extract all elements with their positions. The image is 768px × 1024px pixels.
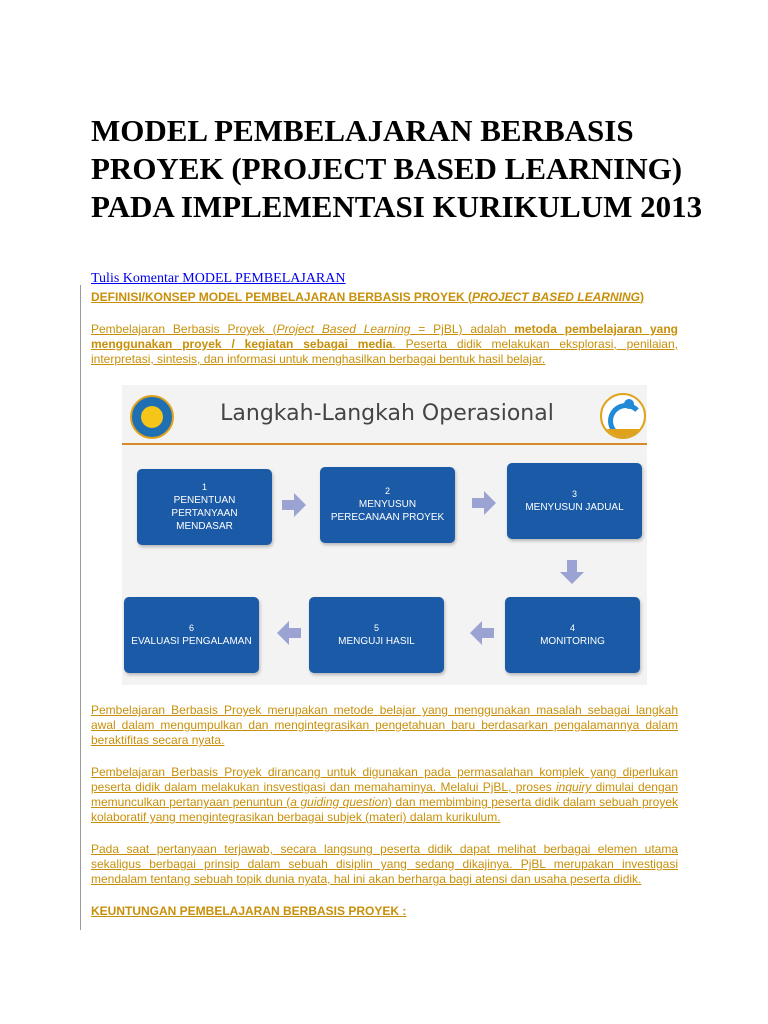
definition-heading-prefix: DEFINISI/KONSEP MODEL PEMBELAJARAN BERBASIS PROYEK ( <box>91 290 472 304</box>
paragraph-3 <box>91 765 678 825</box>
advantages-heading: KEUNTUNGAN PEMBELAJARAN BERBASIS PROYEK : <box>91 904 407 918</box>
category-link[interactable]: MODEL PEMBELAJARAN <box>182 271 346 286</box>
para1-text-3: = PjBL) adalah <box>410 322 515 336</box>
step-number: 3 <box>571 488 577 499</box>
step-box-4 <box>505 597 640 673</box>
para3-text-1: Pembelajaran Berbasis Proyek dirancang untuk digunakan pada permasalahan komplek yang diperlukan peserta didik dalam melakukan insvestigasi dan memahaminya. Melalui PjBL, proses <box>91 765 678 794</box>
post-links <box>91 271 346 287</box>
definition-paragraph <box>91 322 678 367</box>
kurikulum-logo-icon <box>600 393 646 439</box>
para1-text-1: Pembelajaran Berbasis Proyek ( <box>91 322 277 336</box>
arrow-left-icon <box>277 621 301 645</box>
step-label: PENENTUAN PERTANYAAN MENDASAR <box>171 494 238 532</box>
definition-heading-italic: PROJECT BASED LEARNING <box>471 290 640 304</box>
tut-wuri-logo-icon <box>130 395 174 439</box>
step-label: MONITORING <box>540 635 605 647</box>
operational-steps-slide <box>122 385 647 685</box>
comment-link[interactable]: Tulis Komentar <box>91 271 179 286</box>
para1-text-5: . Peserta didik melakukan eksplorasi, penilaian, interpretasi, sintesis, dan informasi untuk menghasilkan berbagai bentuk hasil belajar. <box>91 337 678 366</box>
step-label: MENYUSUN PERECANAAN PROYEK <box>330 499 445 523</box>
para3-text-3: dimulai dengan memunculkan pertanyaan penuntun ( <box>91 780 678 809</box>
step-number: 6 <box>188 622 194 633</box>
step-number: 4 <box>569 622 575 633</box>
arrow-down-icon <box>560 560 584 584</box>
para1-text-4: metoda pembelajaran yang menggunakan proyek / kegiatan sebagai media <box>91 322 679 351</box>
step-label: EVALUASI PENGALAMAN <box>131 635 252 647</box>
arrow-right-icon <box>282 493 306 517</box>
step-number: 2 <box>384 486 390 496</box>
para3-text-2: inquiry <box>556 780 592 794</box>
page-title: MODEL PEMBELAJARAN BERBASIS PROYEK (PROJECT BASED LEARNING) PADA IMPLEMENTASI KURIKULUM 2013 <box>91 113 703 224</box>
para1-text-2: Project Based Learning <box>276 322 411 336</box>
step-box-6 <box>124 597 259 673</box>
slide-title: Langkah-Langkah Operasional <box>220 401 554 426</box>
step-box-1 <box>137 469 272 545</box>
step-number: 1 <box>201 481 207 492</box>
step-box-5 <box>309 597 444 673</box>
definition-heading-suffix: ) <box>639 290 644 304</box>
paragraph-2: Pembelajaran Berbasis Proyek merupakan metode belajar yang menggunakan masalah sebagai langkah awal dalam mengumpulkan dan mengintegrasikan pengetahuan baru berdasarkan pengalamannya dalam beraktifitas secara nyata. <box>91 703 678 747</box>
para3-text-5: ) dan membimbing peserta didik dalam sebuah proyek kolaboratif yang mengintegrasikan berbagai subjek (materi) dalam kurikulum. <box>91 795 679 824</box>
paragraph-4: Pada saat pertanyaan terjawab, secara langsung peserta didik dapat melihat berbagai elemen utama sekaligus berbagai prinsip dalam sebuah disiplin yang sedang dikajinya. PjBL merupakan investigasi mendalam tentang sebuah topik dunia nyata, hal ini akan berharga bagi atensi dan usaha peserta didik. <box>91 842 678 886</box>
step-label: MENGUJI HASIL <box>338 635 415 647</box>
step-label: MENYUSUN JADUAL <box>525 501 624 513</box>
para3-text-4: a guiding question <box>290 795 389 809</box>
slide-divider <box>122 443 647 445</box>
definition-heading <box>91 290 691 305</box>
arrow-right-icon <box>472 491 496 515</box>
arrow-left-icon <box>470 621 494 645</box>
step-number: 5 <box>373 622 379 633</box>
left-border-line <box>80 285 81 930</box>
step-box-2 <box>320 467 455 543</box>
step-box-3 <box>507 463 642 539</box>
